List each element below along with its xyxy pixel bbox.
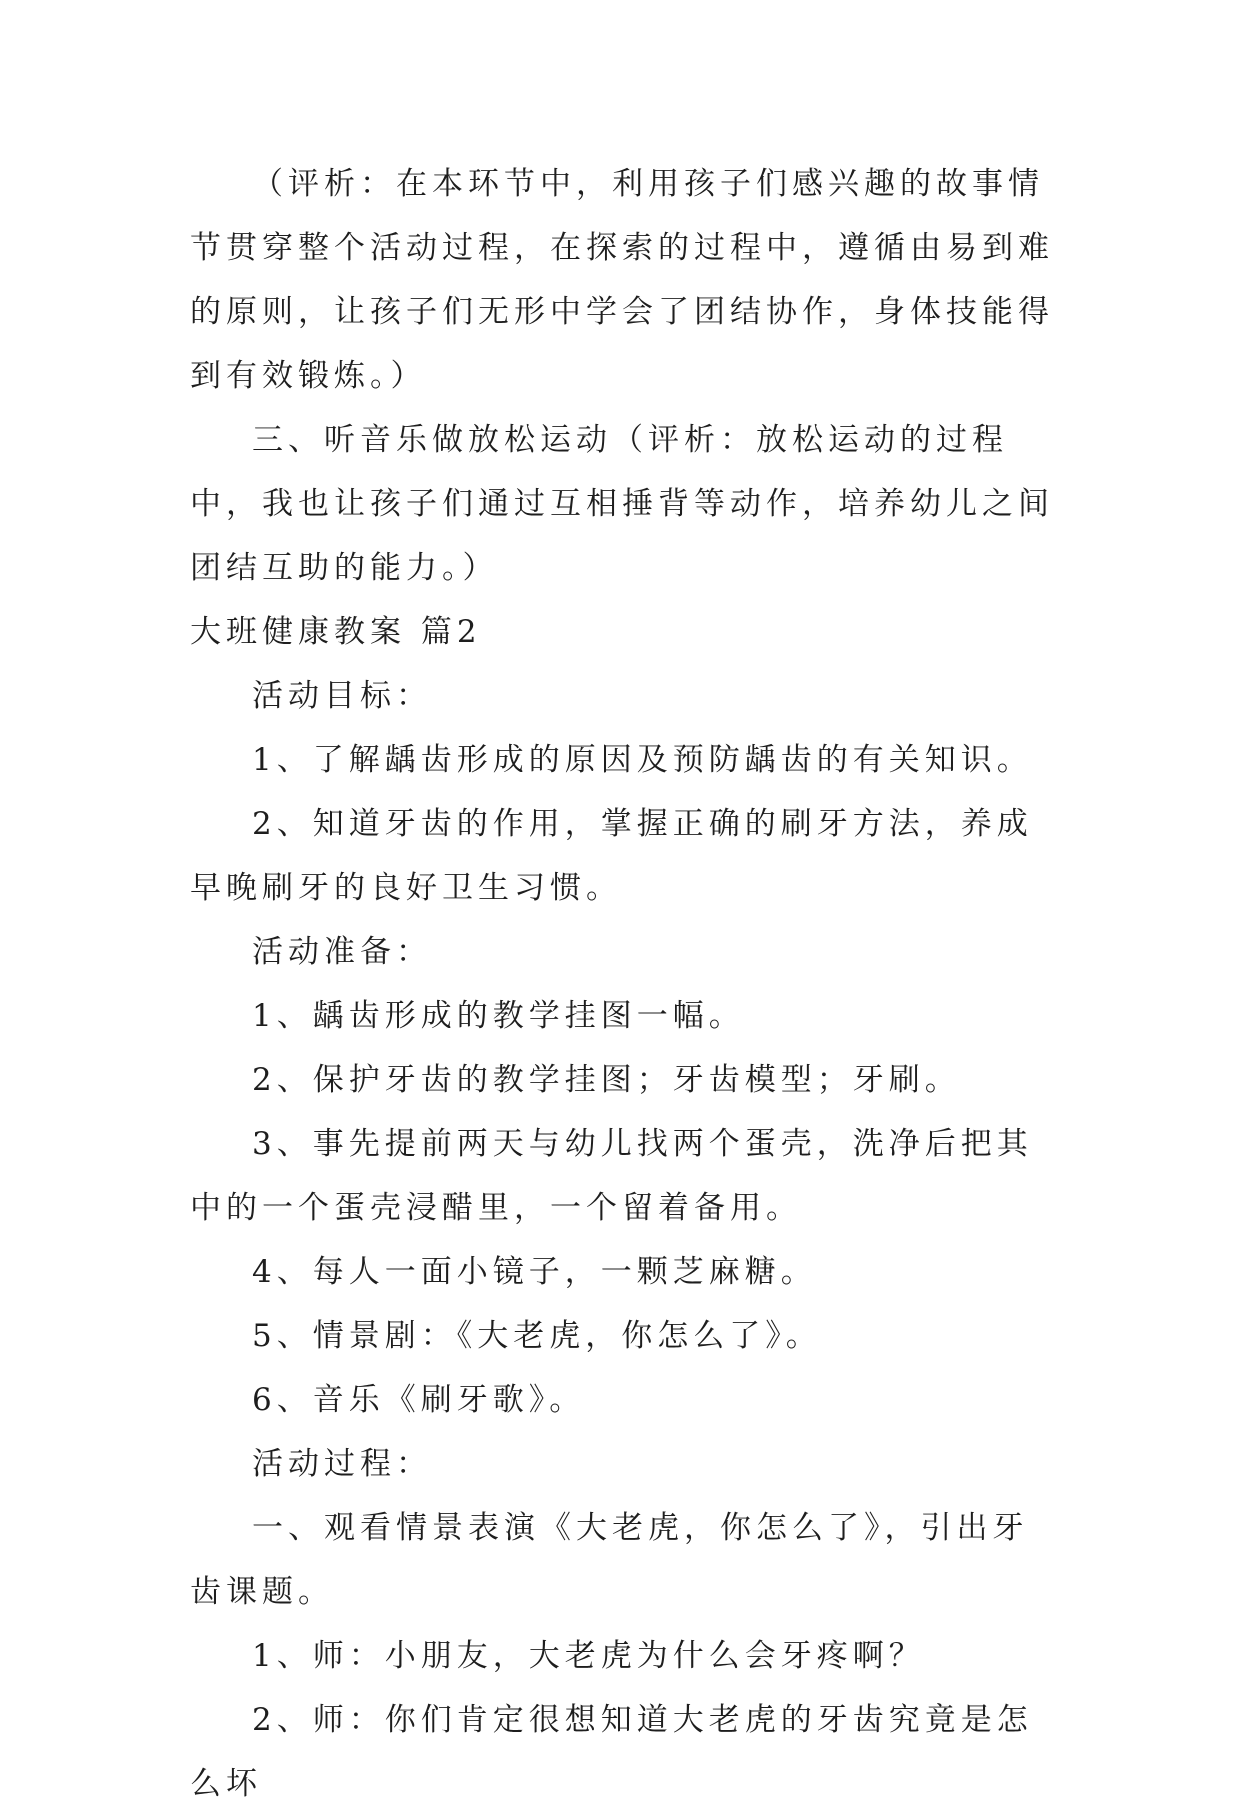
paragraph-teacher-q1: 1、师：小朋友，大老虎为什么会牙疼啊？ bbox=[252, 1638, 925, 1674]
paragraph-step-three: 三、听音乐做放松运动（评析：放松运动的过程中，我也让孩子们通过互相捶背等动作，培养幼儿之间团结互助的能力。） bbox=[190, 422, 1054, 586]
paragraph-goal-2: 2、知道牙齿的作用，掌握正确的刷牙方法，养成早晚刷牙的良好卫生习惯。 bbox=[190, 806, 1033, 906]
paragraph-prep-2: 2、保护牙齿的教学挂图；牙齿模型；牙刷。 bbox=[252, 1062, 961, 1098]
paragraph-process-step-1: 一、观看情景表演《大老虎，你怎么了》，引出牙齿课题。 bbox=[190, 1510, 1029, 1610]
paragraph-process-label: 活动过程： bbox=[252, 1446, 432, 1482]
paragraph-prep-5: 5、情景剧：《大老虎，你怎么了》。 bbox=[252, 1318, 822, 1354]
paragraph-goal-1: 1、了解龋齿形成的原因及预防龋齿的有关知识。 bbox=[252, 742, 1033, 778]
paragraph-prep-4: 4、每人一面小镜子，一颗芝麻糖。 bbox=[252, 1254, 817, 1290]
paragraph-commentary: （评析：在本环节中，利用孩子们感兴趣的故事情节贯穿整个活动过程，在探索的过程中，遵循由易到难的原则，让孩子们无形中学会了团结协作，身体技能得到有效锻炼。） bbox=[190, 166, 1054, 394]
document-body bbox=[190, 152, 1055, 1816]
paragraph-prep-label: 活动准备： bbox=[252, 934, 432, 970]
paragraph-goals-label: 活动目标： bbox=[252, 678, 432, 714]
paragraph-prep-3: 3、事先提前两天与幼儿找两个蛋壳，洗净后把其中的一个蛋壳浸醋里，一个留着备用。 bbox=[190, 1126, 1033, 1226]
paragraph-prep-1: 1、龋齿形成的教学挂图一幅。 bbox=[252, 998, 745, 1034]
paragraph-prep-6: 6、音乐《刷牙歌》。 bbox=[252, 1382, 586, 1418]
paragraph-teacher-q2: 2、师：你们肯定很想知道大老虎的牙齿究竟是怎么坏 bbox=[190, 1702, 1033, 1802]
section-heading: 大班健康教案 篇2 bbox=[190, 614, 482, 650]
